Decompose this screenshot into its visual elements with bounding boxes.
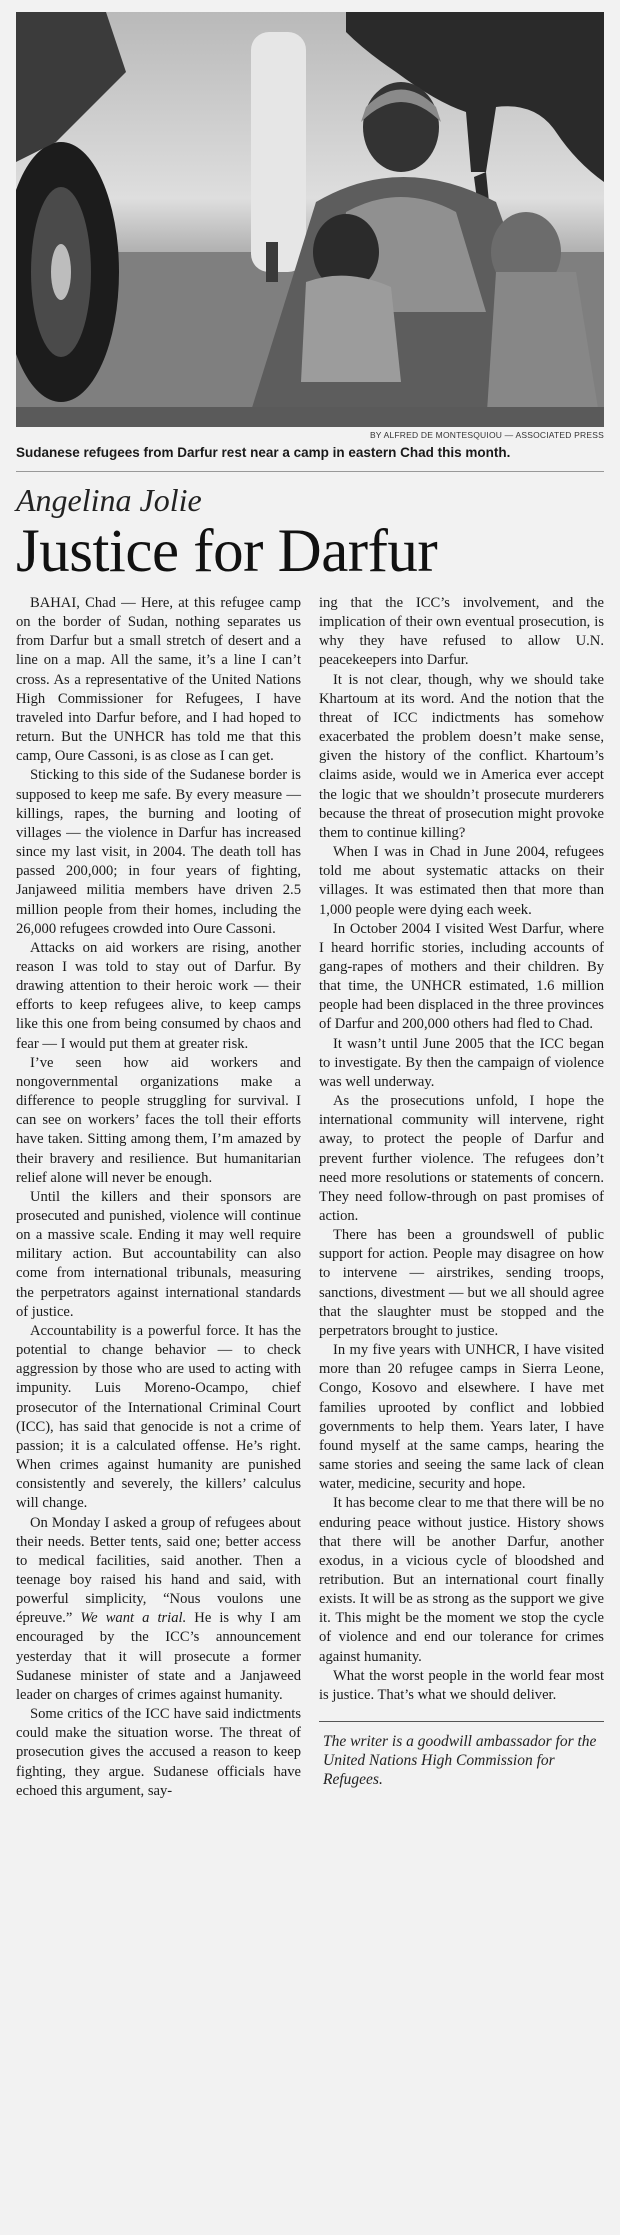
- paragraph: Until the killers and their sponsors are prosecuted and punished, violence will continue on a massive scale. Ending it may well require military action. But accountability can also come from international tribunals, measuring the perpetrators against international standards of justice.: [16, 1188, 301, 1320]
- paragraph-text: He is why I am encouraged by the ICC’s announcement yesterday that it will prosecute a former Sudanese minister of state and a Janjaweed leader on charges of crimes against humanity.: [16, 1610, 301, 1703]
- paragraph: Some critics of the ICC have said indictments could make the situation worse. The threat of prosecution gives the accused a reason to keep fighting, they argue. Sudanese officials have echoed this argument, say-: [16, 1706, 301, 1799]
- article-body: [16, 594, 604, 1801]
- author-byline: Angelina Jolie: [16, 482, 202, 518]
- photo-credit: BY ALFRED DE MONTESQUIOU — ASSOCIATED PRESS: [369, 430, 604, 440]
- paragraph: As the prosecutions unfold, I hope the international community will intervene, right away, to protect the people of Darfur and prevent further violence. The refugees don’t need more resolutions or statements of concern. They need follow-through on past promises of action.: [319, 1093, 604, 1224]
- paragraph: [16, 1514, 301, 1706]
- paragraph: BAHAI, Chad — Here, at this refugee camp on the border of Sudan, nothing separates us from Darfur but a small stretch of desert and a line on a map. All the same, it’s a line I can’t cross. As a representative of the United Nations High Commissioner for Refugees, I have traveled into Darfur before, and I had hoped to return. But the UNHCR has told me that this camp, Oure Cassoni, is as close as I can get.: [16, 595, 301, 765]
- article: [16, 12, 604, 1801]
- paragraph-text: On Monday I asked a group of refugees about their needs. Better tents, said one; better access to medical facilities, said another. Then a teenage boy raised his hand and said, with powerful simplicity, “Nous voulons une épreuve.”: [16, 1514, 301, 1627]
- paragraph: Accountability is a powerful force. It has the potential to change behavior — to check aggression by those who are used to acting with impunity. Luis Moreno-Ocampo, chief prosecutor of the International Criminal Court (ICC), has said that genocide is not a crime of passion; it is a calculated offense. He’s right. When crimes against humanity are punished consistently and severely, the killers’ calculus will change.: [16, 1322, 301, 1512]
- paragraph: There has been a groundswell of public support for action. People may disagree on how to intervene — airstrikes, sending troops, sanctions, divestment — but we all should agree that the slaughter must be stopped and the perpetrators brought to justice.: [319, 1227, 604, 1339]
- paragraph: What the worst people in the world fear most is justice. That’s what we should deliver.: [319, 1667, 604, 1703]
- article-headline: Justice for Darfur: [16, 518, 438, 585]
- paragraph: When I was in Chad in June 2004, refugees told me about systematic attacks on their villages. It was estimated then that more than 1,000 people were dying each week.: [319, 844, 604, 918]
- paragraph: ing that the ICC’s involvement, and the implication of their own eventual prosecution, is why they have refused to allow U.N. peacekeepers into Darfur.: [319, 595, 604, 669]
- paragraph: In October 2004 I visited West Darfur, where I heard horrific stories, including accounts of gang-rapes of mothers and their children. By that time, the UNHCR estimated, 1.6 million people had been displaced in the three provinces of Darfur and 200,000 others had fled to Chad.: [319, 920, 604, 1033]
- paragraph: It wasn’t until June 2005 that the ICC began to investigate. By then the campaign of violence was well underway.: [319, 1035, 604, 1090]
- paragraph: Sticking to this side of the Sudanese border is supposed to keep me safe. By every measure — killings, rapes, the burning and looting of villages — the violence in Darfur has increased since my last visit, in 2004. The death toll has passed 200,000; in four years of fighting, Janjaweed militia members have driven 2.5 million people from their homes, including the 26,000 refugees crowded into Oure Cassoni.: [16, 767, 301, 937]
- column-1: [16, 594, 301, 1801]
- column-2: [319, 594, 604, 1801]
- photo-caption: Sudanese refugees from Darfur rest near a camp in eastern Chad this month.: [16, 444, 604, 472]
- quote-translation: We want a trial.: [80, 1610, 187, 1627]
- paragraph: It has become clear to me that there will be no enduring peace without justice. History shows that there will be another Darfur, another exodus, in a vicious cycle of bloodshed and retribution. But an international court finally exists. It will be as strong as the support we give it. This might be the moment we stop the cycle of violence and end our tolerance for crimes against humanity.: [319, 1495, 604, 1665]
- author-note: The writer is a goodwill ambassador for the United Nations High Commission for Refugees.: [319, 1721, 604, 1789]
- paragraph: It is not clear, though, why we should take Khartoum at its word. And the notion that the threat of ICC indictments has somehow exacerbated the problem doesn’t make sense, given the history of the conflict. Khartoum’s claims aside, would we in America ever accept the logic that we shouldn’t prosecute murderers because the threat of prosecution might provoke them to continue killing?: [319, 671, 604, 841]
- paragraph: I’ve seen how aid workers and nongovernmental organizations make a difference to people struggling for survival. I can see on workers’ faces the toll their efforts have taken. Sitting among them, I’m amazed by their bravery and resilience. But humanitarian relief alone will never be enough.: [16, 1054, 301, 1186]
- paragraph: Attacks on aid workers are rising, another reason I was told to stay out of Darfur. By drawing attention to their heroic work — their efforts to keep refugees alive, to keep camps like this one from being consumed by chaos and fear — I would put them at greater risk.: [16, 939, 301, 1052]
- paragraph: In my five years with UNHCR, I have visited more than 20 refugee camps in Sierra Leone, Congo, Kosovo and elsewhere. I have met families uprooted by conflict and lobbied governments to help them. Years later, I have found myself at the same camps, hearing the same stories and seeing the same lack of clean water, medicine, security and hope.: [319, 1342, 604, 1493]
- refugees-photo-illustration: [16, 12, 604, 427]
- article-photo: [16, 12, 604, 427]
